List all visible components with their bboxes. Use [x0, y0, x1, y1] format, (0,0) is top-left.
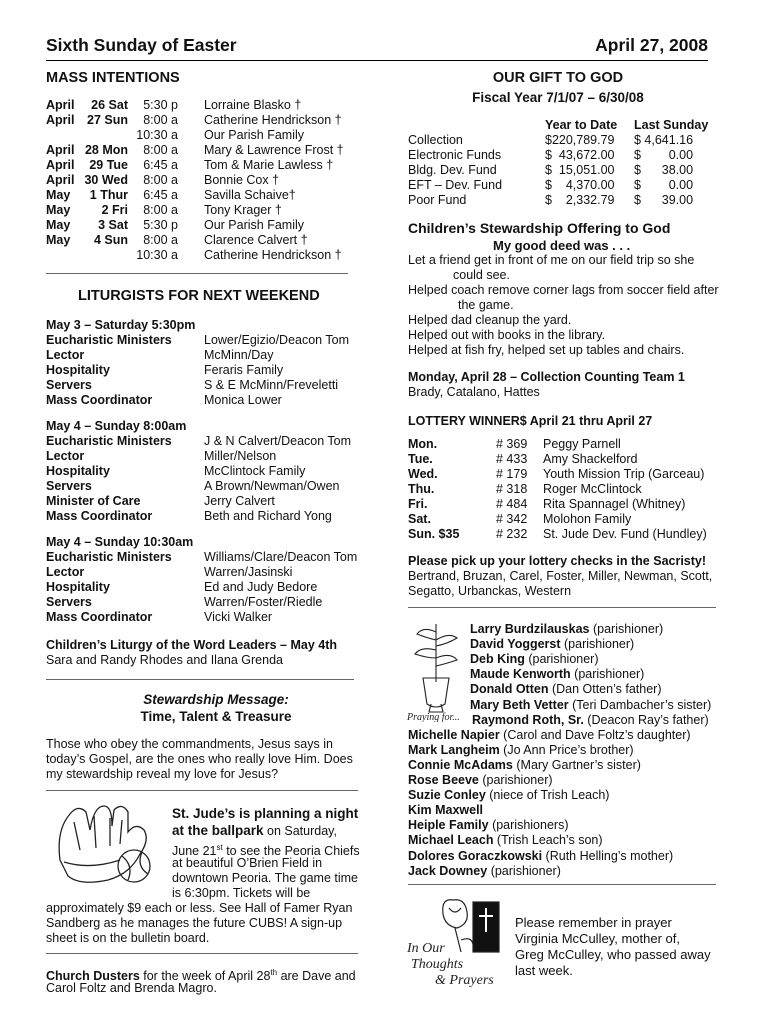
gift-label: EFT – Dev. Fund [408, 178, 503, 192]
church-dusters-line2: Carol Foltz and Brenda Magro. [46, 981, 217, 995]
prayer-name: Suzie Conley [408, 788, 486, 803]
prayer-note: (Dan Otten’s father) [548, 682, 662, 697]
liturgist-names: Warren/Foster/Riedle [204, 595, 323, 609]
gift-year-to-date: $ 43,672.00 [545, 148, 615, 162]
lottery-day: Fri. [408, 497, 428, 511]
lottery-day: Sun. $35 [408, 527, 460, 541]
prayer-list-item [470, 698, 711, 713]
mass-intention-name: Catherine Hendrickson † [204, 248, 342, 262]
prayer-note: (parishioner) [524, 652, 599, 667]
gift-heading: OUR GIFT TO GOD [492, 70, 624, 86]
st-jude-line8: Sandberg as he manages the future CUBS! A sign-up [46, 916, 343, 930]
lottery-number: # 318 [496, 482, 528, 496]
mass-day: 26 Sat [91, 98, 128, 112]
prayer-name: Mary Beth Vetter [470, 697, 569, 712]
st-jude-line9: sheet is on the bulletin board. [46, 931, 210, 945]
gift-last-sunday: $ 4,641.16 [634, 133, 694, 147]
prayer-note: (Trish Leach’s son) [493, 833, 603, 848]
prayer-note: (Teri Dambacher’s sister) [568, 697, 712, 712]
divider [46, 273, 348, 274]
prayer-name: Connie McAdams [408, 757, 513, 772]
mass-day: 3 Sat [98, 218, 128, 232]
mass-day: 1 Thur [89, 188, 128, 202]
liturgist-block-title: May 4 – Sunday 8:00am [46, 419, 187, 433]
prayer-name: Maude Kenworth [470, 667, 571, 682]
mass-time: 5:30 p [143, 98, 178, 112]
stewardship-body: Those who obey the commandments, Jesus says in today’s Gospel, are the ones who really love Him. Does my stewardship reveal my love for Jesus? [46, 737, 353, 781]
mass-month: May [46, 233, 71, 247]
prayer-name: Kim Maxwell [408, 803, 484, 818]
remember-text [515, 915, 745, 985]
prayer-list-item [470, 622, 663, 637]
gift-label: Electronic Funds [408, 148, 502, 162]
prayer-note: (parishioner) [570, 667, 645, 682]
prayer-list-item [408, 743, 634, 758]
good-deeds-list [408, 253, 728, 363]
liturgist-role: Eucharistic Ministers [46, 434, 172, 448]
mass-day: 29 Tue [89, 158, 128, 172]
prayer-name: Raymond Roth, Sr. [472, 712, 584, 727]
lottery-table [408, 437, 718, 545]
prayer-note: (Carol and Dave Foltz’s daughter) [499, 727, 691, 742]
liturgist-names: A Brown/Newman/Owen [204, 479, 340, 493]
divider [408, 884, 716, 885]
prayer-list-item [408, 773, 553, 788]
remember-line: Please remember in prayer [515, 915, 672, 930]
lottery-winner: Molohon Family [543, 512, 632, 526]
mass-month: May [46, 218, 71, 232]
prayer-list-item [408, 758, 641, 773]
gift-table [408, 133, 708, 209]
prayer-note: (niece of Trish Leach) [485, 788, 610, 803]
stewardship-title: Stewardship Message: [143, 692, 289, 707]
prayer-list-item [470, 637, 634, 652]
prayer-list-item [472, 713, 709, 728]
prayer-name: David Yoggerst [470, 637, 561, 652]
divider [46, 679, 354, 680]
liturgist-role: Mass Coordinator [46, 610, 153, 624]
liturgist-role: Hospitality [46, 464, 110, 478]
lottery-day: Mon. [408, 437, 438, 451]
good-deed-line: Helped coach remove corner lags from soccer field after [408, 283, 719, 297]
counting-team-names: Brady, Catalano, Hattes [408, 385, 540, 399]
good-deed-line: Helped out with books in the library. [408, 328, 606, 342]
mass-month: April [46, 143, 75, 157]
prayer-list-item [408, 788, 609, 803]
liturgist-names: Jerry Calvert [204, 494, 275, 508]
liturgist-block-title: May 4 – Sunday 10:30am [46, 535, 194, 549]
lottery-winner: Rita Spannagel (Whitney) [543, 497, 686, 511]
prayer-note: (parishioner) [560, 637, 635, 652]
mass-month: May [46, 188, 71, 202]
gift-last-sunday: $ 0.00 [634, 148, 694, 162]
st-jude-line4: at beautiful O’Brien Field in [172, 856, 323, 870]
page-date: April 27, 2008 [595, 35, 708, 55]
lottery-winner: Peggy Parnell [543, 437, 621, 451]
liturgist-role: Hospitality [46, 363, 110, 377]
prayer-list [408, 622, 738, 884]
praying-for-caption: Praying for... [407, 712, 460, 722]
liturgist-names: Monica Lower [204, 393, 282, 407]
lottery-day: Thu. [408, 482, 435, 496]
prayer-name: Larry Burdzilauskas [470, 622, 590, 636]
good-deed-line: the game. [458, 298, 514, 312]
mass-time: 10:30 a [136, 248, 178, 262]
liturgist-role: Mass Coordinator [46, 509, 153, 523]
mass-intention-name: Savilla Schaive† [204, 188, 296, 202]
mass-month: April [46, 98, 75, 112]
liturgist-names: S & E McMinn/Freveletti [204, 378, 339, 392]
col-year-to-date: Year to Date [545, 118, 618, 132]
counting-team-title: Monday, April 28 – Collection Counting Team 1 [408, 370, 685, 384]
childrens-offering-heading: Children’s Stewardship Offering to God [408, 220, 671, 236]
prayer-name: Deb King [470, 652, 525, 667]
mass-month: April [46, 158, 75, 172]
mass-time: 6:45 a [143, 188, 178, 202]
mass-time: 8:00 a [143, 113, 178, 127]
st-jude-line3: June 21st to see the Peoria Chiefs [172, 843, 360, 859]
liturgist-names: J & N Calvert/Deacon Tom [204, 434, 352, 448]
liturgist-role: Minister of Care [46, 494, 141, 508]
liturgist-role: Servers [46, 378, 92, 392]
in-our-thoughts-image [405, 892, 505, 990]
prayer-name: Mark Langheim [408, 742, 500, 757]
mass-time: 8:00 a [143, 143, 178, 157]
lottery-pickup: Please pick up your lottery checks in the Sacristy! [408, 554, 707, 568]
lottery-number: # 232 [496, 527, 528, 541]
good-deed-sub: My good deed was . . . [493, 238, 631, 253]
lottery-winner: Youth Mission Trip (Garceau) [543, 467, 705, 481]
gift-label: Poor Fund [408, 193, 467, 207]
divider [408, 607, 716, 608]
lottery-title: LOTTERY WINNER$ April 21 thru April 27 [408, 414, 653, 428]
lottery-day: Tue. [408, 452, 433, 466]
thoughts-line-3: & Prayers [435, 973, 494, 988]
mass-time: 5:30 p [143, 218, 178, 232]
lottery-number: # 179 [496, 467, 528, 481]
lottery-names-1: Bertrand, Bruzan, Carel, Foster, Miller, Newman, Scott, [408, 569, 713, 583]
prayer-name: Michael Leach [408, 833, 494, 848]
gift-label: Collection [408, 133, 463, 147]
liturgists-heading: LITURGISTS FOR NEXT WEEKEND [78, 288, 320, 304]
good-deed-line: Helped dad cleanup the yard. [408, 313, 572, 327]
st-jude-line5: downtown Peoria. The game time [172, 871, 358, 885]
mass-day: 27 Sun [87, 113, 128, 127]
liturgist-names: Feraris Family [204, 363, 284, 377]
thoughts-line-1: In Our [407, 941, 445, 956]
prayer-note: (parishioners) [488, 818, 569, 833]
mass-intention-name: Tony Krager † [204, 203, 282, 217]
mass-intention-name: Lorraine Blasko † [204, 98, 302, 112]
prayer-note: (parishioner) [478, 773, 553, 787]
prayer-name: Jack Downey [408, 863, 488, 878]
liturgist-role: Eucharistic Ministers [46, 550, 172, 564]
prayer-name: Donald Otten [470, 682, 549, 697]
mass-intention-name: Our Parish Family [204, 128, 305, 142]
liturgists-schedule [46, 318, 386, 628]
fiscal-year: Fiscal Year 7/1/07 – 6/30/08 [472, 90, 644, 105]
childrens-liturgy-title: Children’s Liturgy of the Word Leaders – May 4th [46, 638, 338, 652]
remember-line: Greg McCulley, who passed away [515, 947, 711, 962]
mass-time: 10:30 a [136, 128, 178, 142]
mass-intentions-table [46, 98, 376, 268]
liturgist-names: Vicki Walker [204, 610, 273, 624]
mass-day: 2 Fri [101, 203, 128, 217]
mass-intention-name: Clarence Calvert † [204, 233, 308, 247]
remember-line: last week. [515, 963, 573, 978]
page-title: Sixth Sunday of Easter [46, 35, 237, 55]
divider [46, 790, 358, 791]
liturgist-names: Beth and Richard Yong [204, 509, 332, 523]
col-last-sunday: Last Sunday [634, 118, 709, 132]
mass-month: April [46, 173, 75, 187]
liturgist-names: Warren/Jasinski [204, 565, 293, 579]
prayer-name: Rose Beeve [408, 773, 479, 787]
liturgist-role: Mass Coordinator [46, 393, 153, 407]
liturgist-names: Ed and Judy Bedore [204, 580, 318, 594]
gift-last-sunday: $ 39.00 [634, 193, 694, 207]
gift-year-to-date: $220,789.79 [545, 133, 615, 147]
remember-line: Virginia McCulley, mother of, [515, 931, 680, 946]
liturgist-names: Lower/Egizio/Deacon Tom [204, 333, 349, 347]
mass-intention-name: Catherine Hendrickson † [204, 113, 342, 127]
liturgist-names: McClintock Family [204, 464, 306, 478]
prayer-note: (Ruth Helling’s mother) [542, 848, 674, 863]
prayer-list-item [408, 803, 483, 818]
thoughts-line-2: Thoughts [411, 957, 464, 972]
liturgist-names: Williams/Clare/Deacon Tom [204, 550, 358, 564]
stewardship-subtitle: Time, Talent & Treasure [140, 709, 292, 724]
liturgist-role: Servers [46, 595, 92, 609]
mass-day: 28 Mon [84, 143, 128, 157]
good-deed-line: Let a friend get in front of me on our field trip so she [408, 253, 695, 267]
gift-year-to-date: $ 2,332.79 [545, 193, 615, 207]
mass-month: May [46, 203, 71, 217]
liturgist-role: Lector [46, 348, 85, 362]
prayer-note: (Jo Ann Price’s brother) [499, 742, 634, 757]
prayer-note: (Mary Gartner’s sister) [512, 757, 641, 772]
mass-time: 8:00 a [143, 203, 178, 217]
prayer-note: (Deacon Ray’s father) [583, 712, 709, 727]
prayer-list-item [408, 833, 603, 848]
lottery-winner: Roger McClintock [543, 482, 642, 496]
mass-day: 30 Wed [84, 173, 128, 187]
lottery-day: Sat. [408, 512, 431, 526]
mass-intention-name: Mary & Lawrence Frost † [204, 143, 344, 157]
lottery-number: # 342 [496, 512, 528, 526]
prayer-list-item [408, 818, 568, 833]
mass-time: 8:00 a [143, 173, 178, 187]
gift-year-to-date: $ 4,370.00 [545, 178, 615, 192]
liturgist-names: Miller/Nelson [204, 449, 277, 463]
prayer-list-item [408, 728, 691, 743]
st-jude-announcement [46, 806, 376, 946]
lottery-number: # 484 [496, 497, 528, 511]
lottery-winner: St. Jude Dev. Fund (Hundley) [543, 527, 707, 541]
gift-year-to-date: $ 15,051.00 [545, 163, 615, 177]
st-jude-line2: at the ballpark on Saturday, [172, 823, 337, 838]
liturgist-role: Servers [46, 479, 92, 493]
bulletin-header [46, 35, 708, 61]
mass-intention-name: Bonnie Cox † [204, 173, 280, 187]
good-deed-line: Helped at fish fry, helped set up tables and chairs. [408, 343, 685, 357]
mass-intention-name: Our Parish Family [204, 218, 305, 232]
prayer-list-item [470, 667, 644, 682]
st-jude-line6: is 6:30pm. Tickets will be [172, 886, 311, 900]
lottery-number: # 369 [496, 437, 528, 451]
prayer-list-item [408, 849, 673, 864]
childrens-liturgy-names: Sara and Randy Rhodes and Ilana Grenda [46, 653, 283, 667]
st-jude-line7: approximately $9 each or less. See Hall of Famer Ryan [46, 901, 353, 915]
divider [46, 953, 358, 954]
prayer-name: Michelle Napier [408, 727, 500, 742]
church-dusters: Church Dusters for the week of April 28th are Dave and [46, 968, 356, 984]
mass-time: 6:45 a [143, 158, 178, 172]
prayer-note: (parishioner) [589, 622, 664, 636]
prayer-name: Heiple Family [408, 818, 489, 833]
mass-day: 4 Sun [93, 233, 128, 247]
prayer-list-item [408, 864, 561, 879]
good-deed-line: could see. [453, 268, 510, 282]
liturgist-role: Lector [46, 565, 85, 579]
liturgist-block-title: May 3 – Saturday 5:30pm [46, 318, 196, 332]
st-jude-title-line1: St. Jude’s is planning a night [172, 806, 359, 821]
mass-time: 8:00 a [143, 233, 178, 247]
mass-month: April [46, 113, 75, 127]
lottery-names-2: Segatto, Urbanckas, Western [408, 584, 572, 598]
prayer-note: (parishioner) [487, 863, 561, 878]
liturgist-role: Hospitality [46, 580, 110, 594]
prayer-list-item [470, 682, 661, 697]
liturgist-names: McMinn/Day [204, 348, 274, 362]
liturgist-role: Eucharistic Ministers [46, 333, 172, 347]
liturgist-role: Lector [46, 449, 85, 463]
mass-intentions-heading: MASS INTENTIONS [46, 70, 180, 86]
gift-label: Bldg. Dev. Fund [408, 163, 497, 177]
prayer-list-item [470, 652, 599, 667]
gift-last-sunday: $ 38.00 [634, 163, 694, 177]
lottery-number: # 433 [496, 452, 528, 466]
lottery-winner: Amy Shackelford [543, 452, 638, 466]
lottery-day: Wed. [408, 467, 438, 481]
gift-last-sunday: $ 0.00 [634, 178, 694, 192]
mass-intention-name: Tom & Marie Lawless † [204, 158, 334, 172]
prayer-name: Dolores Goraczkowski [408, 848, 543, 863]
